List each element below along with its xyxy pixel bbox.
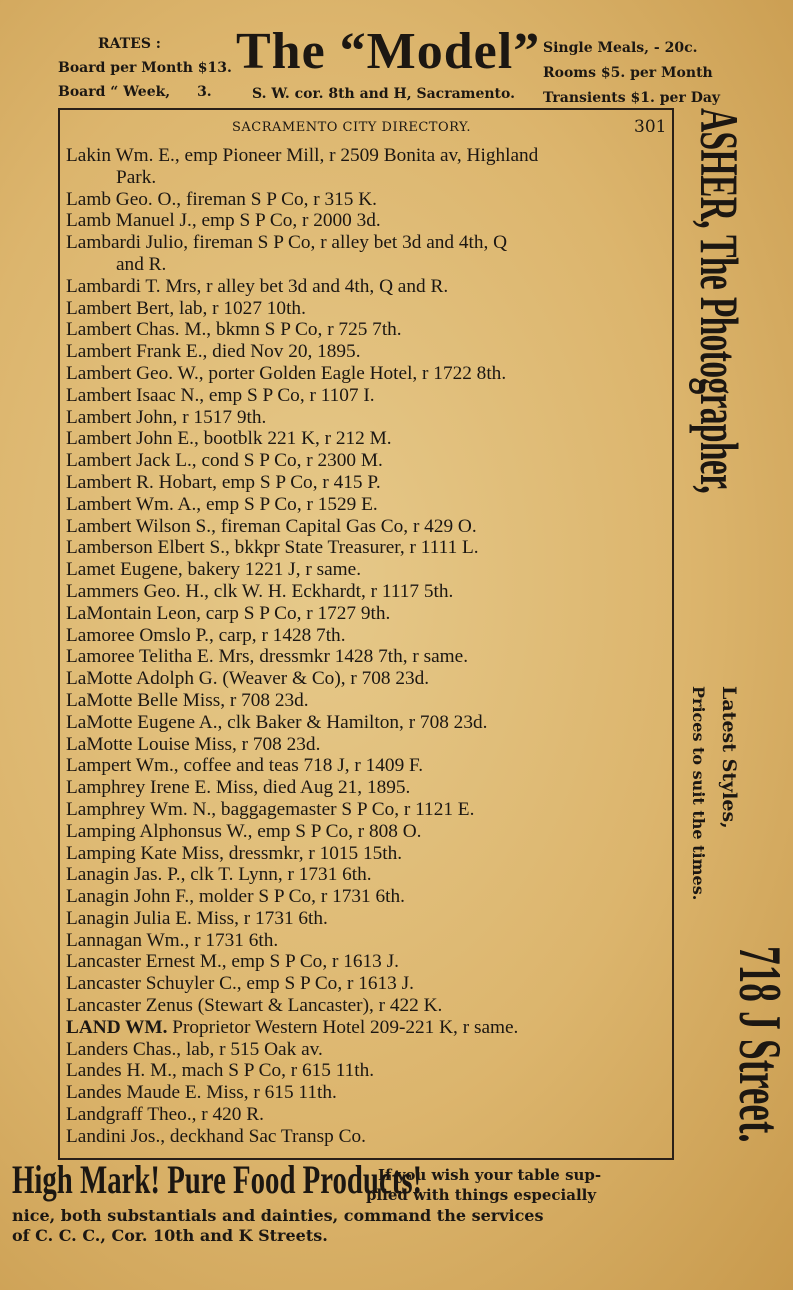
directory-entry: Lambardi T. Mrs, r alley bet 3d and 4th, Q and R. — [66, 275, 449, 297]
footer-wish-line2: plied with things especially — [366, 1186, 597, 1204]
rates-board-week — [58, 80, 232, 104]
meals-single: Single Meals, - 20c. — [543, 40, 698, 56]
directory-entry: Lampert Wm., coffee and teas 718 J, r 1409 F. — [66, 755, 424, 777]
asher-ad-text: ASHER, The Photographer, — [689, 108, 749, 494]
directory-entry-rest: Proprietor Western Hotel 209-221 K, r same. — [167, 1016, 519, 1038]
directory-entries — [66, 145, 670, 1148]
directory-entry: Lambert R. Hobart, emp S P Co, r 415 P. — [66, 471, 381, 493]
directory-entry: Lanagin Julia E. Miss, r 1731 6th. — [66, 907, 328, 929]
hotel-address: S. W. cor. 8th and H, Sacramento. — [252, 86, 515, 102]
directory-entry: Landers Chas., lab, r 515 Oak av. — [66, 1038, 323, 1060]
directory-entry: Lambert Geo. W., porter Golden Eagle Hotel, r 1722 8th. — [66, 362, 507, 384]
street-text: 718 J Street. — [727, 946, 793, 1143]
directory-entry: Lamet Eugene, bakery 1221 J, r same. — [66, 559, 362, 581]
directory-entry-continuation: Park. — [116, 166, 157, 188]
directory-entry: Lamphrey Wm. N., baggagemaster S P Co, r 1121 E. — [66, 798, 475, 820]
directory-entry: Lamoree Telitha E. Mrs, dressmkr 1428 7th, r same. — [66, 646, 469, 668]
directory-entry: Lancaster Ernest M., emp S P Co, r 1613 J. — [66, 951, 399, 973]
directory-entry: LaMontain Leon, carp S P Co, r 1727 9th. — [66, 602, 391, 624]
directory-entry: Lamping Alphonsus W., emp S P Co, r 808 O. — [66, 820, 422, 842]
directory-entry: Landes Maude E. Miss, r 615 11th. — [66, 1082, 337, 1104]
directory-entry: LaMotte Louise Miss, r 708 23d. — [66, 733, 321, 755]
meals-transients: Transients $1. per Day — [543, 90, 721, 106]
meals-rooms: Rooms $5. per Month — [543, 65, 713, 81]
directory-entry: Lambert Bert, lab, r 1027 10th. — [66, 297, 306, 319]
footer-line3: nice, both substantials and dainties, command the services — [12, 1206, 544, 1225]
directory-entry: Lannagan Wm., r 1731 6th. — [66, 929, 279, 951]
rates-heading: RATES : — [98, 36, 161, 52]
directory-entry: Lambert John E., bootblk 221 K, r 212 M. — [66, 428, 392, 450]
rates-board-month: Board per Month $13. — [58, 60, 232, 76]
directory-entry — [66, 1017, 670, 1039]
directory-entry: Lanagin Jas. P., clk T. Lynn, r 1731 6th. — [66, 864, 372, 886]
directory-entry: Lambert Wilson S., fireman Capital Gas Co, r 429 O. — [66, 515, 477, 537]
prices-text: Prices to suit the times. — [689, 686, 708, 901]
directory-entry: Landgraff Theo., r 420 R. — [66, 1104, 264, 1126]
footer-wish-line1: If you wish your table sup- — [378, 1166, 602, 1184]
directory-entry-bold-name: LAND WM. — [66, 1016, 168, 1038]
directory-entry: Lancaster Schuyler C., emp S P Co, r 1613 J. — [66, 973, 414, 995]
directory-entry: Lamphrey Irene E. Miss, died Aug 21, 1895. — [66, 777, 411, 799]
directory-entry: Lambert Jack L., cond S P Co, r 2300 M. — [66, 450, 383, 472]
rates-block — [58, 32, 232, 104]
footer-wish — [366, 1165, 601, 1205]
rates-board-week-value: 3. — [197, 84, 212, 100]
directory-entry: Landes H. M., mach S P Co, r 615 11th. — [66, 1060, 375, 1082]
directory-entry: Lammers Geo. H., clk W. H. Eckhardt, r 1117 5th. — [66, 580, 454, 602]
directory-entry: Lambert John, r 1517 9th. — [66, 406, 267, 428]
directory-entry: Lamb Manuel J., emp S P Co, r 2000 3d. — [66, 210, 381, 232]
directory-entry: LaMotte Belle Miss, r 708 23d. — [66, 689, 309, 711]
meals-block — [543, 36, 720, 111]
directory-entry: Lanagin John F., molder S P Co, r 1731 6th. — [66, 886, 405, 908]
directory-entry: Lamoree Omslo P., carp, r 1428 7th. — [66, 624, 346, 646]
directory-entry-continuation: and R. — [116, 253, 167, 275]
directory-entry: Lambert Isaac N., emp S P Co, r 1107 I. — [66, 384, 375, 406]
directory-entry: Lambert Chas. M., bkmn S P Co, r 725 7th. — [66, 319, 402, 341]
rates-board-week-label: Board “ Week, — [58, 84, 171, 100]
hotel-title: The “Model” — [236, 23, 541, 80]
directory-entry: Lamb Geo. O., fireman S P Co, r 315 K. — [66, 188, 377, 210]
directory-entry: Lambardi Julio, fireman S P Co, r alley bet 3d and 4th, Q — [66, 232, 508, 254]
page-number: 301 — [634, 117, 667, 137]
directory-entry: Landini Jos., deckhand Sac Transp Co. — [66, 1125, 366, 1147]
directory-entry: Lambert Wm. A., emp S P Co, r 1529 E. — [66, 493, 378, 515]
directory-entry: Lakin Wm. E., emp Pioneer Mill, r 2509 Bonita av, Highland — [66, 145, 539, 166]
footer-line4: of C. C. C., Cor. 10th and K Streets. — [12, 1226, 328, 1245]
latest-styles-text: Latest Styles, — [718, 686, 740, 829]
footer-headline: High Mark! Pure Food Products! — [12, 1157, 423, 1202]
directory-entry: Lamberson Elbert S., bkkpr State Treasurer, r 1111 L. — [66, 537, 479, 559]
directory-entry: Lambert Frank E., died Nov 20, 1895. — [66, 341, 361, 363]
running-head: SACRAMENTO CITY DIRECTORY. — [232, 120, 472, 135]
directory-entry: Lamping Kate Miss, dressmkr, r 1015 15th. — [66, 842, 403, 864]
directory-entry: Lancaster Zenus (Stewart & Lancaster), r 422 K. — [66, 995, 443, 1017]
directory-entry: LaMotte Eugene A., clk Baker & Hamilton, r 708 23d. — [66, 711, 488, 733]
directory-entry: LaMotte Adolph G. (Weaver & Co), r 708 23d. — [66, 668, 430, 690]
